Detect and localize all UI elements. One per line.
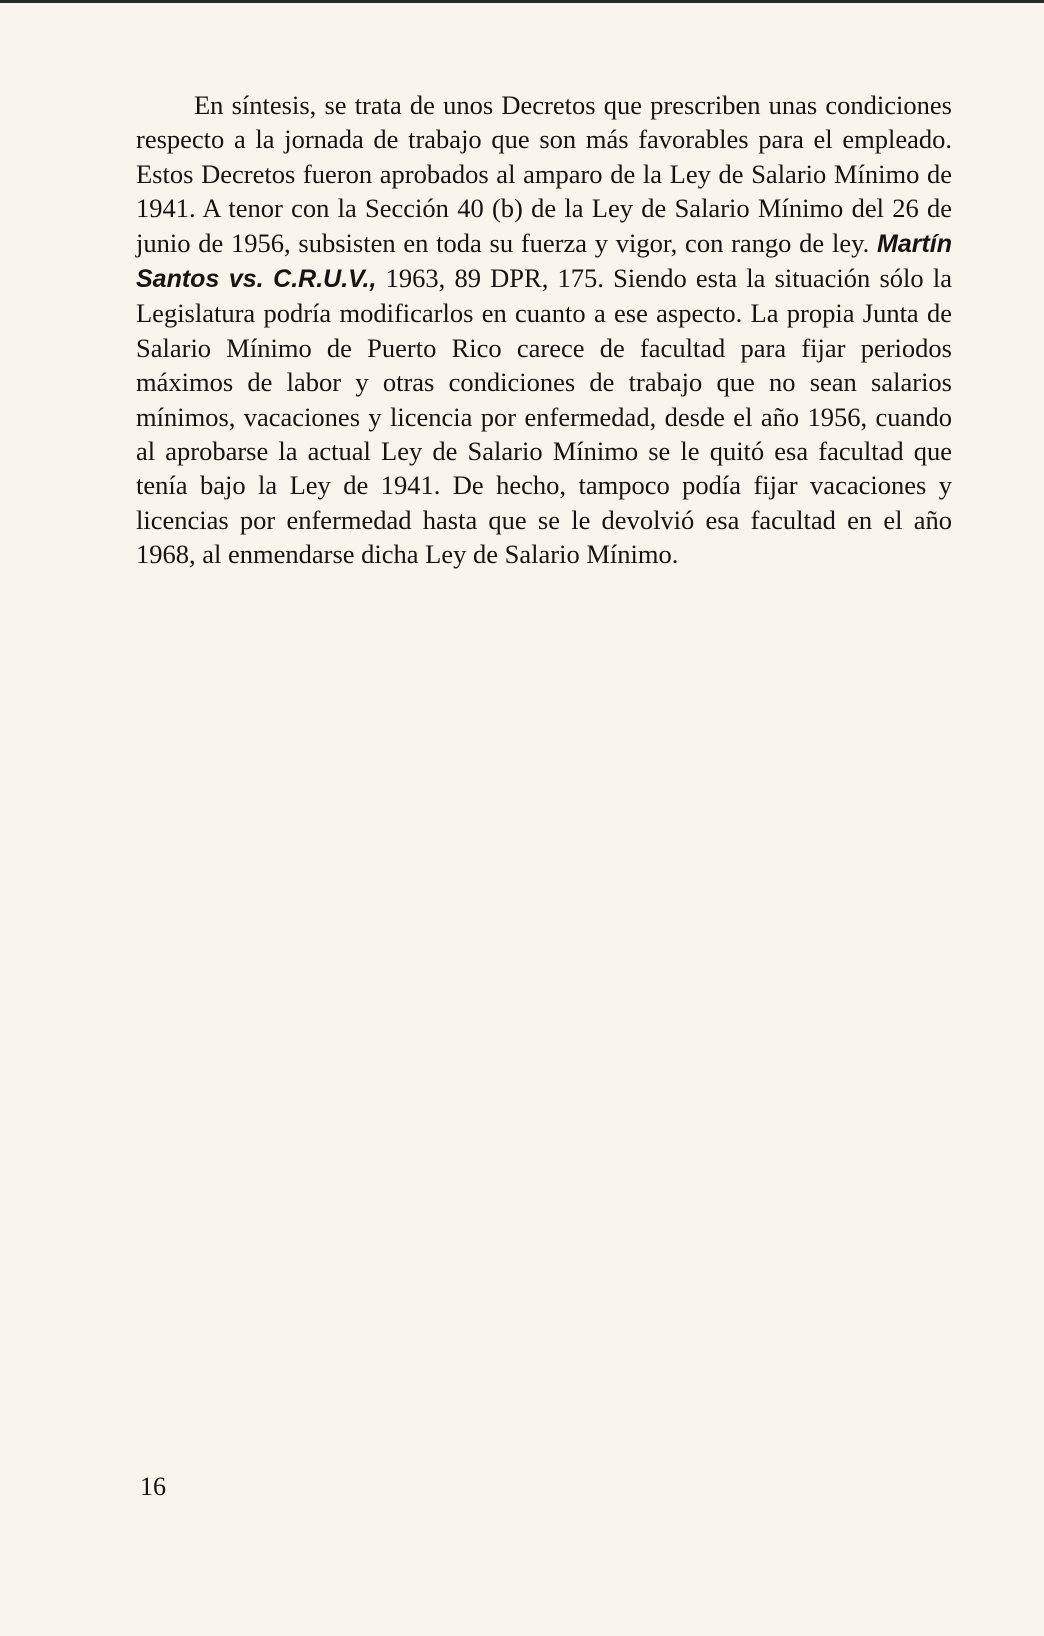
page-number: 16 (140, 1472, 166, 1501)
main-paragraph (136, 88, 952, 572)
body-text (136, 88, 952, 572)
paragraph-text-before-citation: En síntesis, se trata de unos Decretos que prescriben unas condiciones respecto a la jornada de trabajo que son más favorables para el empleado. Estos Decretos fueron aprobados al amparo de la Ley de Salario Mínimo de 1941. A tenor con la Sección 40 (b) de la Ley de Salario Mínimo del 26 de junio de 1956, subsisten en toda su fuerza y vigor, con rango de ley. (136, 90, 952, 258)
paragraph-text-after-citation: 1963, 89 DPR, 175. Siendo esta la situación sólo la Legislatura podría modificarlos en cuanto a ese aspecto. La propia Junta de Salario Mínimo de Puerto Rico carece de facultad para fijar periodos máximos de labor y otras condiciones de trabajo que no sean salarios mínimos, vacaciones y licencia por enfermedad, desde el año 1956, cuando al aprobarse la actual Ley de Salario Mínimo se le quitó esa facultad que tenía bajo la Ley de 1941. De hecho, tampoco podía fijar vacaciones y licencias por enfermedad hasta que se le devolvió esa facultad en el año 1968, al enmendarse dicha Ley de Salario Mínimo. (136, 263, 952, 570)
page-top-edge (0, 0, 1044, 3)
case-citation: Martín Santos vs. C.R.U.V., (136, 229, 952, 294)
